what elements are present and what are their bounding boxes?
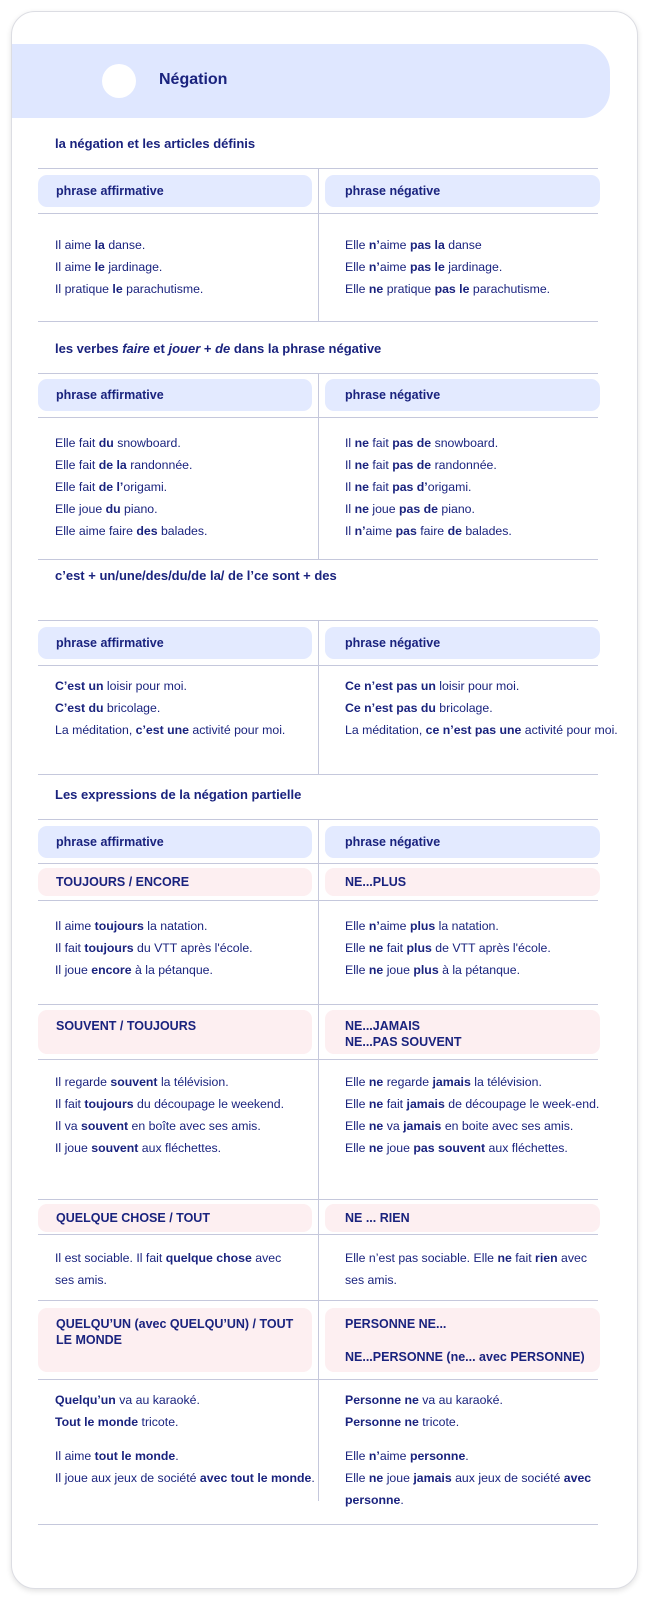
label-line: NE...JAMAIS xyxy=(345,1019,421,1033)
label-toujours-encore: TOUJOURS / ENCORE xyxy=(38,868,312,896)
label-line: NE...PAS SOUVENT xyxy=(345,1035,462,1049)
example-line: c’est + un/une/des/du/de la/ de l’ xyxy=(55,568,255,583)
example-line: Il ne fait pas de snowboard. xyxy=(345,436,499,450)
label-ne-jamais xyxy=(325,1010,600,1054)
g2-negative-examples xyxy=(345,1071,599,1159)
example-line xyxy=(55,1433,315,1445)
divider xyxy=(38,1300,598,1301)
label-quelque-chose-tout: QUELQUE CHOSE / TOUT xyxy=(38,1204,312,1232)
example-line: Il ne fait pas de randonnée. xyxy=(345,458,497,472)
example-line: Elle ne pratique pas le parachutisme. xyxy=(345,282,551,296)
example-line xyxy=(345,1433,591,1445)
g4-negative-examples xyxy=(345,1389,591,1511)
example-line: Elle n’aime pas le jardinage. xyxy=(345,260,503,274)
label-quelquun-tout-le-monde xyxy=(38,1308,312,1372)
header-affirmative: phrase affirmative xyxy=(38,627,312,659)
example-line: La méditation, ce n’est pas une activité pour moi. xyxy=(345,723,618,737)
page-title: Négation xyxy=(159,71,228,88)
label-line: NE...PERSONNE (ne... avec PERSONNE) xyxy=(345,1350,585,1364)
example-line: La méditation, c’est une activité pour moi. xyxy=(55,723,286,737)
section-title-definite-articles: la négation et les articles définis xyxy=(55,136,256,151)
g3-affirmative-examples xyxy=(55,1247,281,1291)
header-affirmative: phrase affirmative xyxy=(38,826,312,858)
example-line: Elle n’aime pas la danse xyxy=(345,238,482,252)
example-line: Il va souvent en boîte avec ses amis. xyxy=(55,1119,261,1133)
example-line: Elle ne fait jamais de découpage le week-end. xyxy=(345,1097,600,1111)
s3-negative-examples xyxy=(345,675,618,741)
label-souvent-toujours: SOUVENT / TOUJOURS xyxy=(38,1010,312,1054)
header-negative: phrase négative xyxy=(325,175,600,207)
label-line: PERSONNE NE... xyxy=(345,1317,447,1331)
example-line: Elle n’est pas sociable. Elle ne fait rien avec xyxy=(345,1251,588,1265)
label-personne-ne xyxy=(325,1308,600,1372)
s1-affirmative-examples xyxy=(55,234,203,300)
example-line: Elle ne joue jamais aux jeux de société avec xyxy=(345,1471,592,1485)
column-divider xyxy=(318,819,319,1501)
s2-negative-examples xyxy=(345,432,512,542)
example-line: Il fait toujours du VTT après l'école. xyxy=(55,941,253,955)
example-line: Elle ne va jamais en boite avec ses amis. xyxy=(345,1119,574,1133)
divider xyxy=(38,900,598,901)
example-line: Elle aime faire des balades. xyxy=(55,524,208,538)
example-line: ses amis. xyxy=(345,1273,397,1287)
g2-affirmative-examples xyxy=(55,1071,284,1159)
column-divider xyxy=(318,373,319,559)
example-line: Il aime le jardinage. xyxy=(55,260,163,274)
example-line: Elle ne joue plus à la pétanque. xyxy=(345,963,521,977)
divider xyxy=(38,1199,598,1200)
example-line: C’est un loisir pour moi. xyxy=(55,679,187,693)
example-line: Quelqu’un va au karaoké. xyxy=(55,1393,200,1407)
example-line: Elle ne joue pas souvent aux fléchettes. xyxy=(345,1141,568,1155)
example-line: Il joue encore à la pétanque. xyxy=(55,963,213,977)
g4-affirmative-examples xyxy=(55,1389,315,1489)
example-line: Ce n’est pas un loisir pour moi. xyxy=(345,679,520,693)
section-title-cest xyxy=(55,565,337,587)
divider xyxy=(38,213,598,214)
example-line: Elle ne regarde jamais la télévision. xyxy=(345,1075,542,1089)
example-line: Elle fait de la randonnée. xyxy=(55,458,193,472)
example-line: Personne ne tricote. xyxy=(345,1415,460,1429)
example-line: Il aime la danse. xyxy=(55,238,146,252)
example-line: Elle fait du snowboard. xyxy=(55,436,181,450)
example-line: Il n’aime pas faire de balades. xyxy=(345,524,512,538)
divider xyxy=(38,1059,598,1060)
label-line: LE MONDE xyxy=(56,1333,122,1347)
example-line: Elle ne fait plus de VTT après l'école. xyxy=(345,941,551,955)
example-line: Elle n’aime personne. xyxy=(345,1449,469,1463)
section-title-partial-negation: Les expressions de la négation partielle xyxy=(55,787,302,802)
header-affirmative: phrase affirmative xyxy=(38,175,312,207)
divider xyxy=(38,1234,598,1235)
example-line: Il regarde souvent la télévision. xyxy=(55,1075,229,1089)
example-line: ses amis. xyxy=(55,1273,107,1287)
divider xyxy=(38,863,598,864)
divider xyxy=(38,321,598,322)
g1-affirmative-examples xyxy=(55,915,253,981)
label-ne-rien: NE ... RIEN xyxy=(325,1204,600,1232)
column-divider xyxy=(318,168,319,321)
s3-affirmative-examples xyxy=(55,675,285,741)
divider xyxy=(38,417,598,418)
example-line: Il aime toujours la natation. xyxy=(55,919,208,933)
divider xyxy=(38,665,598,666)
example-line: personne. xyxy=(345,1493,404,1507)
example-line: Elle n’aime plus la natation. xyxy=(345,919,499,933)
example-line: C’est du bricolage. xyxy=(55,701,161,715)
divider xyxy=(38,1004,598,1005)
example-line: Il joue aux jeux de société avec tout le monde. xyxy=(55,1471,315,1485)
example-line: Elle joue du piano. xyxy=(55,502,158,516)
g1-negative-examples xyxy=(345,915,551,981)
s2-affirmative-examples xyxy=(55,432,207,542)
example-line: Il ne fait pas d’origami. xyxy=(345,480,472,494)
header-affirmative: phrase affirmative xyxy=(38,379,312,411)
divider xyxy=(38,1379,598,1380)
example-line: Il est sociable. Il fait quelque chose avec xyxy=(55,1251,282,1265)
divider xyxy=(38,1524,598,1525)
column-divider xyxy=(318,620,319,774)
header-negative: phrase négative xyxy=(325,627,600,659)
label-line: QUELQU’UN (avec QUELQU’UN) / TOUT xyxy=(56,1317,294,1331)
example-line: Il fait toujours du découpage le weekend. xyxy=(55,1097,284,1111)
example-line: Ce n’est pas du bricolage. xyxy=(345,701,493,715)
divider xyxy=(38,774,598,775)
section-title-faire-jouer: les verbes faire et jouer + de dans la phrase négative xyxy=(55,341,382,356)
example-line: Il ne joue pas de piano. xyxy=(345,502,475,516)
title-banner xyxy=(12,44,610,118)
example-line: Il joue souvent aux fléchettes. xyxy=(55,1141,222,1155)
example-line: Il aime tout le monde. xyxy=(55,1449,179,1463)
example-line: Tout le monde tricote. xyxy=(55,1415,179,1429)
g3-negative-examples xyxy=(345,1247,587,1291)
banner-circle-icon xyxy=(102,64,136,98)
header-negative: phrase négative xyxy=(325,826,600,858)
header-negative: phrase négative xyxy=(325,379,600,411)
s1-negative-examples xyxy=(345,234,550,300)
example-line: Il pratique le parachutisme. xyxy=(55,282,204,296)
label-ne-plus: NE...PLUS xyxy=(325,868,600,896)
example-line: Elle fait de l’origami. xyxy=(55,480,168,494)
divider xyxy=(38,559,598,560)
example-line: ce sont + des xyxy=(254,568,337,583)
negation-card xyxy=(11,11,638,1589)
example-line: Personne ne va au karaoké. xyxy=(345,1393,503,1407)
